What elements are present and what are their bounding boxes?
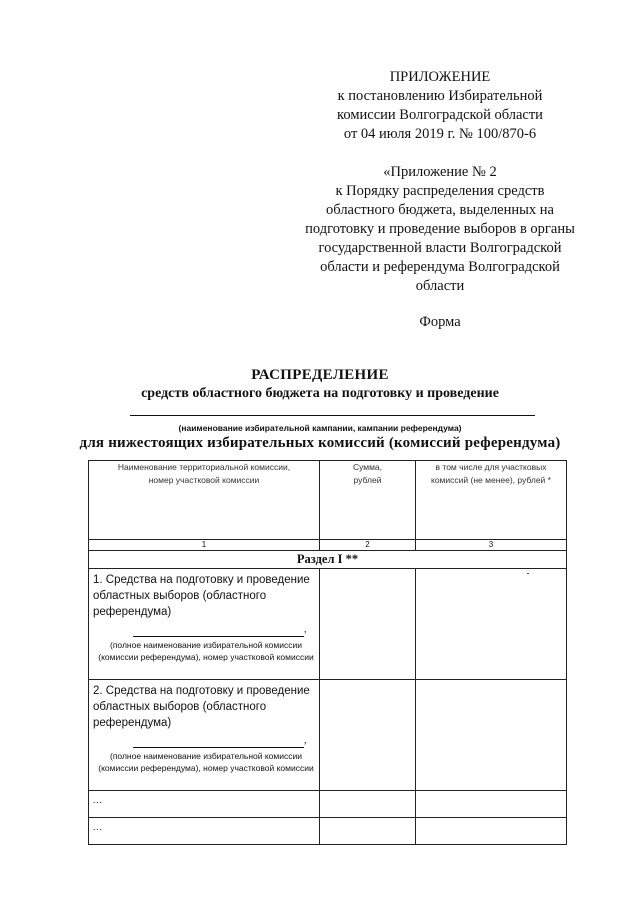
scan-speck xyxy=(527,573,529,574)
empty-cell xyxy=(320,791,416,818)
row-text: 1. Средства на подготовку и проведение областных выборов (областного референдума) xyxy=(93,574,310,618)
appendix-header xyxy=(280,68,600,144)
fill-in-blank xyxy=(133,747,304,748)
sum-cell xyxy=(320,569,416,680)
column-number: 2 xyxy=(320,540,416,551)
sub-appendix-line: подготовку и проведение выборов в органы xyxy=(305,221,575,237)
section-title: Раздел I ** xyxy=(89,551,567,569)
sub-appendix-line: области и референдума Волгоградской xyxy=(320,259,560,275)
precinct-cell xyxy=(416,569,567,680)
row-description-cell xyxy=(89,569,320,680)
fill-in-caption: (наименование избирательной кампании, кампании референдума) xyxy=(178,423,462,433)
sub-appendix-line: государственной власти Волгоградской xyxy=(318,240,562,256)
sub-appendix-line: «Приложение № 2 xyxy=(383,164,497,180)
row-caption: (полное наименование избирательной комиссии (комиссии референдума), номер участковой комиссии xyxy=(98,751,314,773)
table-header-row xyxy=(89,461,567,540)
column-number: 3 xyxy=(416,540,567,551)
fill-in-line xyxy=(130,415,535,416)
ellipsis-row xyxy=(89,818,567,845)
row-description-cell xyxy=(89,680,320,791)
fill-in-blank xyxy=(133,636,304,637)
appendix-title: ПРИЛОЖЕНИЕ xyxy=(389,69,491,85)
blank-comma: , xyxy=(304,735,307,746)
column-numbers-row xyxy=(89,540,567,551)
document-title: РАСПРЕДЕЛЕНИЕ xyxy=(251,367,389,383)
sub-appendix-header xyxy=(280,163,600,296)
ellipsis-cell: ... xyxy=(89,818,320,845)
column-header-sum: Сумма, рублей xyxy=(320,461,416,540)
column-header-name: Наименование территориальной комиссии, номер участковой комиссии xyxy=(89,461,320,540)
row-text: 2. Средства на подготовку и проведение областных выборов (областного референдума) xyxy=(93,685,310,729)
column-number: 1 xyxy=(89,540,320,551)
section-row xyxy=(89,551,567,569)
ellipsis-cell: ... xyxy=(89,791,320,818)
sum-cell xyxy=(320,680,416,791)
ellipsis-row xyxy=(89,791,567,818)
document-subtitle: средств областного бюджета на подготовку и проведение xyxy=(141,386,499,401)
table-row xyxy=(89,569,567,680)
document-subtitle-2: для нижестоящих избирательных комиссий (комиссий референдума) xyxy=(79,435,561,451)
sub-appendix-line: области xyxy=(415,278,465,294)
empty-cell xyxy=(416,818,567,845)
appendix-line: от 04 июля 2019 г. № 100/870-6 xyxy=(343,126,537,142)
empty-cell xyxy=(416,791,567,818)
precinct-cell xyxy=(416,680,567,791)
empty-cell xyxy=(320,818,416,845)
appendix-line: к постановлению Избирательной xyxy=(337,88,543,104)
appendix-line: комиссии Волгоградской области xyxy=(337,107,543,123)
row-caption: (полное наименование избирательной комиссии (комиссии референдума), номер участковой комиссии xyxy=(98,640,314,662)
table-row xyxy=(89,680,567,791)
form-label: Форма xyxy=(419,314,461,330)
sub-appendix-line: областного бюджета, выделенных на xyxy=(326,202,554,218)
blank-comma: , xyxy=(304,624,307,635)
sub-appendix-line: к Порядку распределения средств xyxy=(335,183,545,199)
column-header-precinct: в том числе для участковых комиссий (не менее), рублей * xyxy=(416,461,567,540)
distribution-table xyxy=(88,460,567,845)
